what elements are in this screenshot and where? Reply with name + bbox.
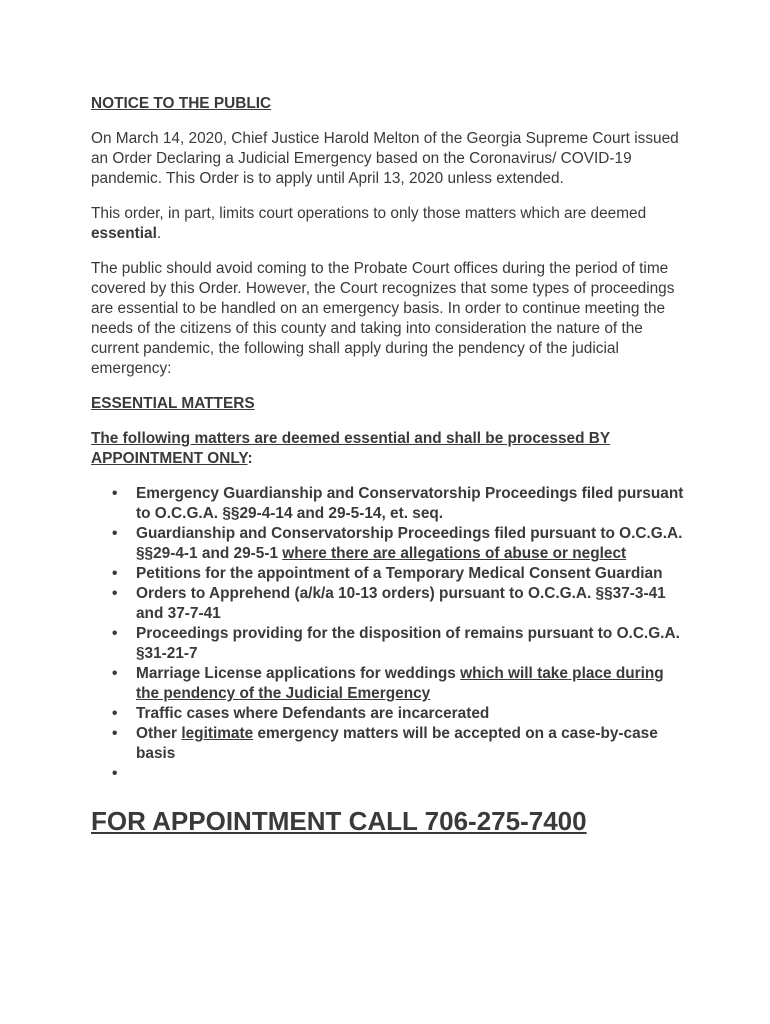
bullet-icon: • [112,725,118,742]
list-item [91,584,691,624]
list-item-text: Orders to Apprehend (a/k/a 10-13 orders) pursuant to O.C.G.A. §§37-3-41 and 37-7-41 [136,585,666,622]
list-item [91,564,691,584]
appointment-call-to-action: FOR APPOINTMENT CALL 706-275-7400 [91,806,587,836]
list-item-text: Guardianship and Conservatorship Proceedings filed pursuant to O.C.G.A. §§29-4-1 and 29-5-1 [136,525,683,562]
notice-paragraph-2 [91,204,691,244]
essential-matters-list [91,484,691,784]
list-item [91,704,691,724]
list-item-text: Traffic cases where Defendants are incarcerated [136,705,490,722]
para2-period: . [156,225,162,242]
bullet-icon: • [112,665,118,682]
essential-intro-colon: : [247,450,253,467]
bullet-icon: • [112,585,118,602]
list-item [91,524,691,564]
list-item-text: Petitions for the appointment of a Temporary Medical Consent Guardian [136,565,663,582]
list-item-underlined: which will take place during the pendency of the Judicial Emergency [136,665,664,702]
notice-heading: NOTICE TO THE PUBLIC [91,95,272,112]
list-item-underlined: where there are allegations of abuse or neglect [282,545,627,562]
bullet-icon: • [112,525,118,542]
list-item [91,664,691,704]
para2-text: This order, in part, limits court operations to only those matters which are deemed [91,205,647,222]
notice-paragraph-3: The public should avoid coming to the Probate Court offices during the period of time covered by this Order. However, the Court recognizes that some types of proceedings are essential to be handled on an emergency basis. In order to continue meeting the needs of the citizens of this county and taking into consideration the nature of the current pandemic, the following shall apply during the pendency of the judicial emergency: [91,260,675,377]
document-page [91,94,691,836]
essential-intro [91,429,691,469]
list-item [91,484,691,524]
list-item [91,764,691,784]
notice-paragraph-1: On March 14, 2020, Chief Justice Harold Melton of the Georgia Supreme Court issued an Order Declaring a Judicial Emergency based on the Coronavirus/ COVID-19 pandemic. This Order is to apply until April 13, 2020 unless extended. [91,130,679,187]
bullet-icon: • [112,485,118,502]
list-item [91,724,691,764]
list-item-text: Marriage License applications for weddings [136,665,461,682]
essential-intro-underlined: The following matters are deemed essential and shall be processed BY APPOINTMENT ONLY [91,430,611,467]
list-item [91,624,691,664]
list-item-text: emergency matters will be accepted on a case-by-case basis [136,725,658,762]
bullet-icon: • [112,705,118,722]
list-item-text: Emergency Guardianship and Conservatorship Proceedings filed pursuant to O.C.G.A. §§29-4-14 and 29-5-14, et. seq. [136,485,684,522]
list-item-prefix: Other [136,725,182,742]
essential-word: essential [91,225,157,242]
bullet-icon: • [112,565,118,582]
bullet-icon: • [112,625,118,642]
essential-heading: ESSENTIAL MATTERS [91,395,255,412]
bullet-icon: • [112,765,118,782]
list-item-text: Proceedings providing for the disposition of remains pursuant to O.C.G.A. §31-21-7 [136,625,680,662]
legitimate-word: legitimate [181,725,254,742]
